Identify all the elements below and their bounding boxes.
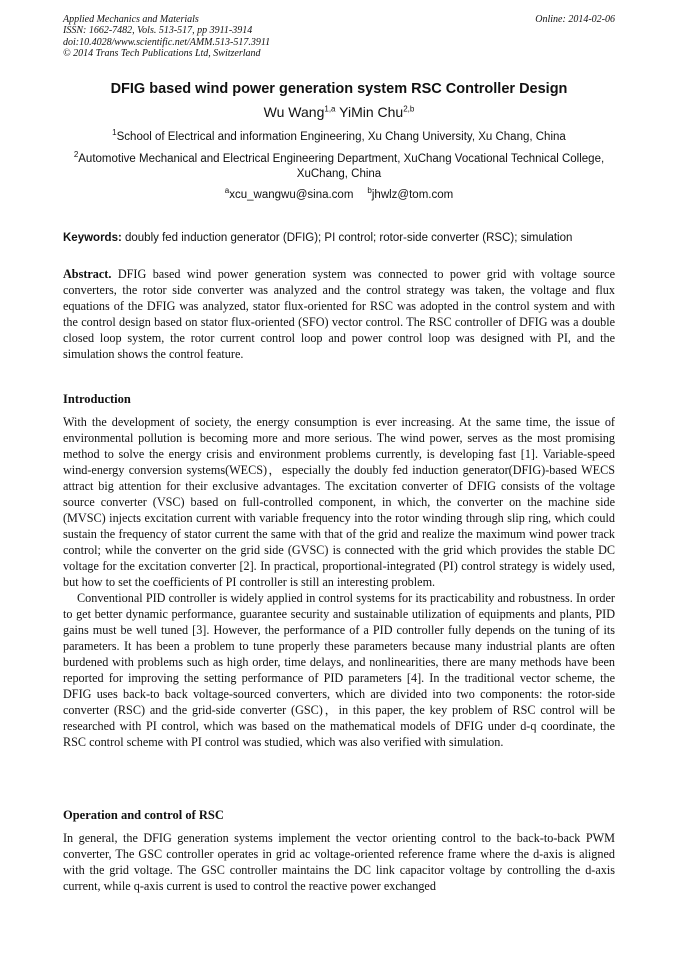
paragraph: In general, the DFIG generation systems implement the vector orienting control to the back-to-back PWM converter, The GSC controller operates in grid ac voltage-oriented reference frame where the d-axis is aligned with the grid voltage. The GSC controller maintains the DC link capacitor voltage by controlling the d-axis current, while q-axis current is used to control the reactive power exchanged [63, 831, 615, 893]
affiliation-text: Automotive Mechanical and Electrical Engineering Department, XuChang Vocational Technical College, XuChang, China [78, 153, 605, 180]
issn-line: ISSN: 1662-7482, Vols. 513-517, pp 3911-3914 [63, 25, 253, 37]
affiliation-2 [63, 152, 615, 182]
affiliation-1 [63, 130, 615, 145]
author-sup: 2,b [403, 104, 415, 114]
operation-body [63, 830, 615, 894]
abstract [63, 266, 615, 362]
author-name: Wu Wang [263, 104, 325, 120]
copyright-line: © 2014 Trans Tech Publications Ltd, Switzerland [63, 47, 261, 59]
introduction-body [63, 414, 615, 750]
keywords-text: doubly fed induction generator (DFIG); PI control; rotor-side converter (RSC); simulation [121, 232, 573, 244]
keywords [63, 232, 623, 244]
author-sup: 1,a [324, 104, 336, 114]
abstract-label: Abstract. [63, 267, 112, 281]
paper-title: DFIG based wind power generation system RSC Controller Design [110, 81, 568, 97]
email-sup: a [224, 186, 230, 196]
section-heading: Introduction [63, 392, 131, 406]
section-heading: Operation and control of RSC [63, 808, 224, 822]
doi-line: doi:10.4028/www.scientific.net/AMM.513-517.3911 [63, 36, 271, 48]
paragraph: With the development of society, the energy consumption is ever increasing. At the same time, the issue of environmental pollution is becoming more and more serious. The wind power, serves as the most promising method to solve the energy crisis and environment problems currently, is developing fast [1]. Variable-speed wind-energy conversion systems(WECS)，especially the doubly fed induction generator(DFIG)-based WECS attract big attention for their exclusive advantages. The excitation converter of DFIG consists of the voltage source converter (VSC) based on full-controlled component, in which, the converter on the machine side (MVSC) injects excitation current with variable frequency into the rotor winding through slip ring, which could sustain the frequency of stator current the same with that of the grid and realize the maximum wind power track control; while the converter on the grid side (GVSC) is connected with the grid which provides the stable DC voltage for the excitation converter [2]. In practical, proportional-integrated (PI) control strategy is widely used, but how to set the coefficients of PI controller is still an interesting problem. [63, 415, 615, 589]
online-date: Online: 2014-02-06 [535, 14, 615, 25]
affiliation-sup: 2 [73, 150, 79, 160]
email-address[interactable]: jhwlz@tom.com [371, 189, 454, 201]
paragraph: Conventional PID controller is widely applied in control systems for its practicability and robustness. In order to get better dynamic performance, guarantee security and sustainable utilization of equipments and plants, PID gains must be well tuned [3]. However, the performance of a PID controller fully depends on the tuning of its parameters. It has been a problem to tune properly these parameters because many industrial plants are often burdened with problems such as high order, time delays, and nonlinearities, there are many methods have been reported for improving the setting performance of PID parameters [4]. In the traditional vector scheme, the DFIG uses back-to back voltage-sourced converters, which are divided into two components: the rotor-side converter (RSC) and the grid-side converter (GSC)，in this paper, the key problem of RSC control will be researched with PI control, which was based on the mathematical models of DFIG under d-q coordinate, the RSC control scheme with PI control was studied, which was also verified with simulation. [63, 591, 615, 749]
email-address[interactable]: xcu_wangwu@sina.com [229, 189, 354, 201]
affiliation-text: School of Electrical and information Engineering, Xu Chang University, Xu Chang, China [116, 131, 566, 143]
affiliation-sup: 1 [112, 128, 117, 138]
email-line [63, 186, 615, 201]
email-sup: b [367, 186, 372, 196]
journal-name: Applied Mechanics and Materials [63, 14, 199, 25]
abstract-text: DFIG based wind power generation system was connected to power grid with voltage source converters, the rotor side converter was analyzed and the control strategy was taken, the voltage and flux equations of the DFIG was analyzed, stator flux-oriented for RSC was adopted in the control system and with the control design based on stator flux-oriented (SFO) vector control. The RSC controller of DFIG was a double closed loop system, the rotor current control loop and power control loop was designed with PI, and the simulation shows the control feature. [63, 267, 615, 361]
page-header [63, 14, 615, 59]
author-name: YiMin Chu [339, 104, 404, 120]
author-line [40, 104, 638, 120]
keywords-label: Keywords: [63, 232, 122, 244]
